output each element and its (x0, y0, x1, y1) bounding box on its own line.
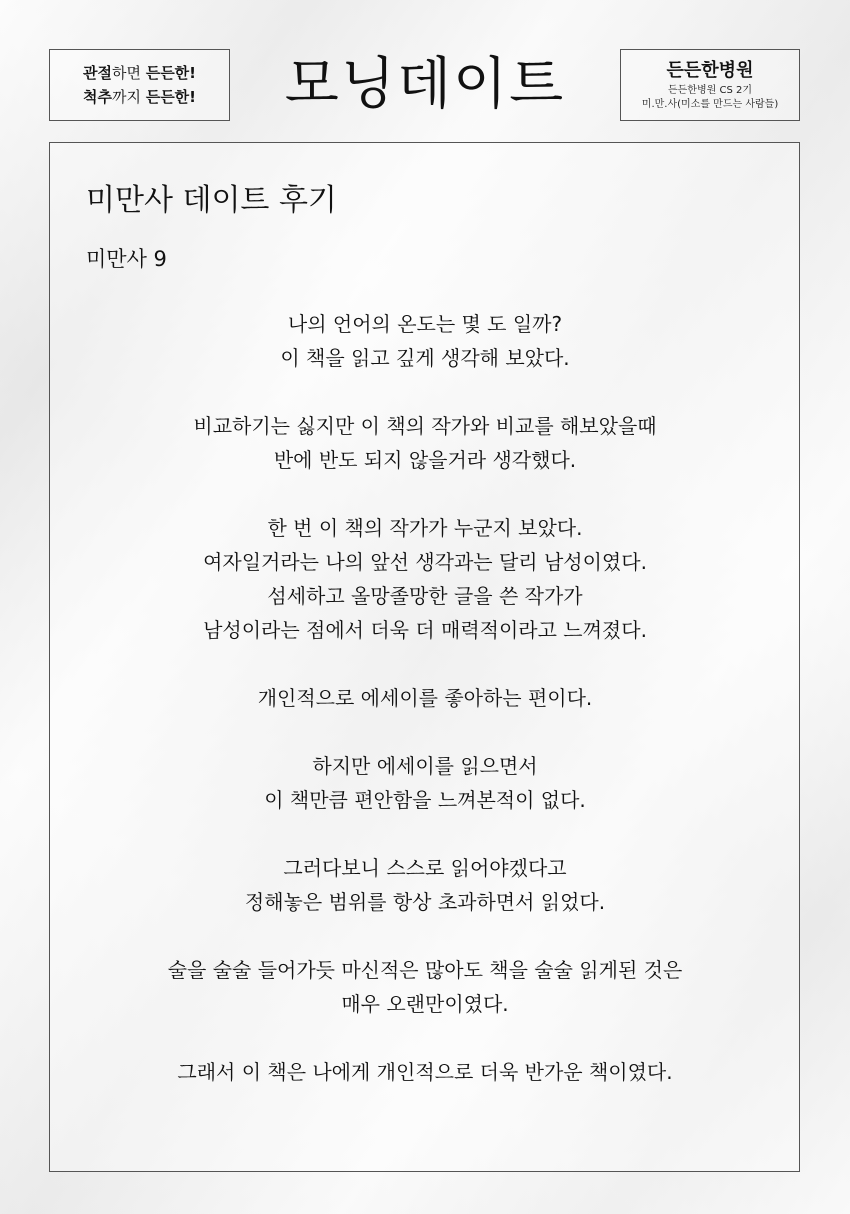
article-line: 개인적으로 에세이를 좋아하는 편이다. (257, 686, 593, 710)
article-line: 여자일거라는 나의 앞선 생각과는 달리 남성이였다. (203, 550, 647, 574)
article-paragraph (60, 409, 790, 477)
article-line: 그러다보니 스스로 읽어야겠다고 (283, 856, 567, 880)
article-title: 미만사 데이트 후기 (86, 183, 337, 218)
slogan-word: 하면 (111, 64, 146, 82)
slogan-box (49, 49, 230, 121)
article-line: 그래서 이 책은 나에게 개인적으로 더욱 반가운 책이였다. (177, 1060, 673, 1084)
article-paragraph (60, 681, 790, 715)
article-line: 한 번 이 책의 작가가 누군지 보았다. (267, 516, 583, 540)
slogan-word: 까지 (111, 88, 146, 106)
organization-team: 든든한병원 CS 2기 (667, 85, 752, 96)
slogan-word: 척추 (82, 88, 112, 106)
organization-team-desc: 미.만.사(미소를 만드는 사람들) (641, 99, 779, 110)
article-line: 반에 반도 되지 않을거라 생각했다. (273, 448, 577, 472)
article-line: 하지만 에세이를 읽으면서 (312, 754, 538, 778)
slogan-word: 든든한! (145, 64, 197, 82)
article-paragraph (60, 1055, 790, 1089)
article-paragraph (60, 953, 790, 1021)
slogan-word: 든든한! (145, 88, 197, 106)
article-line: 정해놓은 범위를 항상 초과하면서 읽었다. (244, 890, 606, 914)
article-line: 비교하기는 싫지만 이 책의 작가와 비교를 해보았을때 (193, 414, 657, 438)
article-paragraph (60, 749, 790, 817)
article-paragraph (60, 511, 790, 647)
article-paragraph (60, 851, 790, 919)
organization-box (620, 49, 800, 121)
article-paragraph (60, 307, 790, 375)
slogan-line-2 (83, 85, 196, 109)
article-line: 이 책만큼 편안함을 느껴본적이 없다. (264, 788, 586, 812)
article-line: 섬세하고 올망졸망한 글을 쓴 작가가 (267, 584, 583, 608)
article-line: 나의 언어의 온도는 몇 도 일까? (287, 312, 563, 336)
article-line: 남성이라는 점에서 더욱 더 매력적이라고 느껴졌다. (203, 618, 647, 642)
slogan-line-1 (83, 61, 196, 85)
article-line: 술을 술술 들어가듯 마신적은 많아도 책을 술술 읽게된 것은 (167, 958, 683, 982)
article-author: 미만사 9 (86, 247, 167, 271)
article-line: 이 책을 읽고 깊게 생각해 보았다. (280, 346, 570, 370)
article-body (60, 307, 790, 1123)
organization-name: 든든한병원 (666, 60, 754, 81)
masthead-title: 모닝데이트 (284, 52, 566, 117)
article-line: 매우 오랜만이였다. (341, 992, 509, 1016)
slogan-word: 관절 (82, 64, 112, 82)
